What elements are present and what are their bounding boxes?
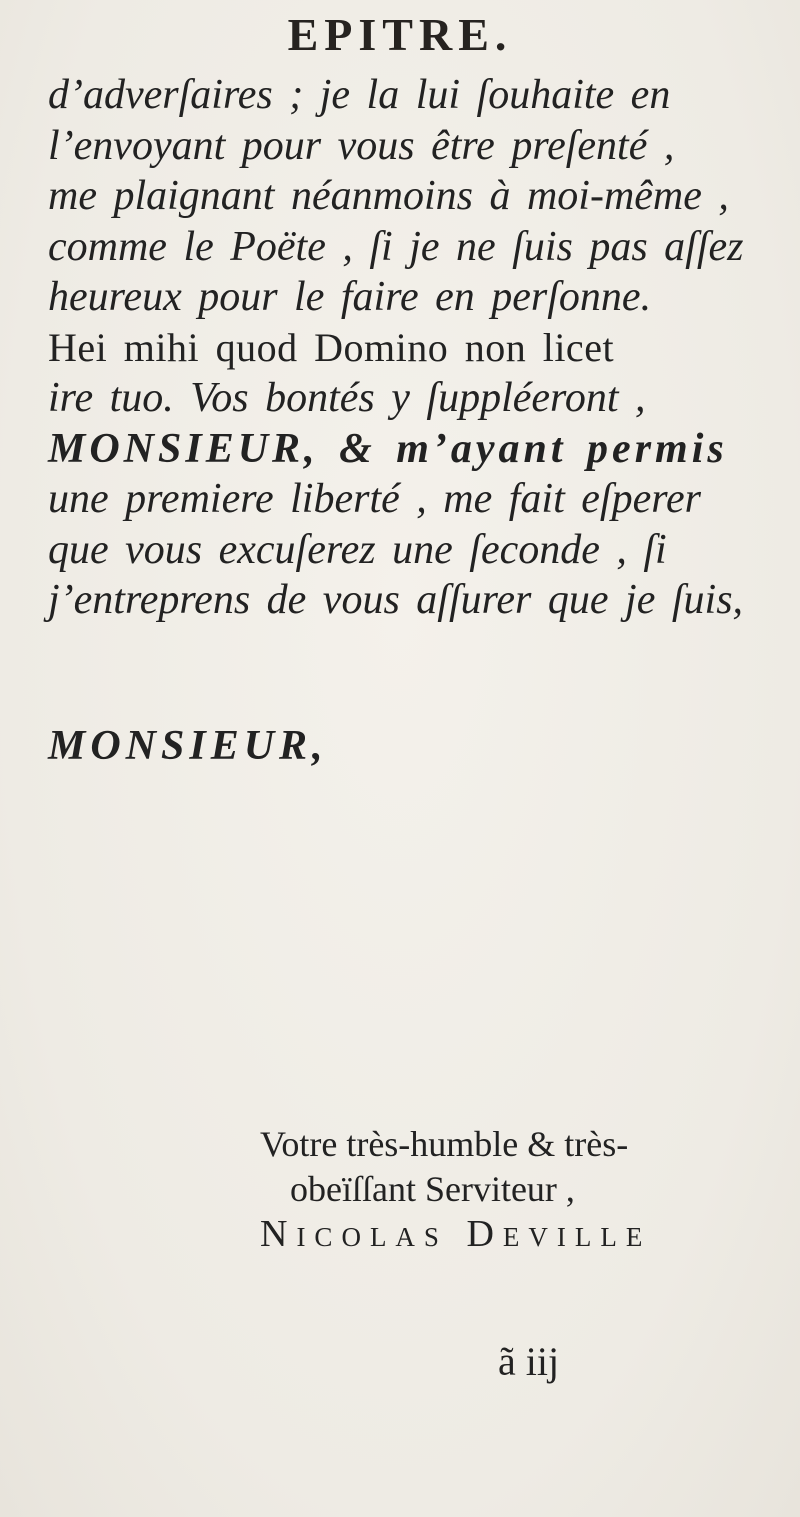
closing-block <box>260 1122 780 1257</box>
closing-line: obeïſſant Serviteur , <box>290 1169 575 1209</box>
closing-line: Votre très-humble & très- <box>260 1124 629 1164</box>
text-line: d’adverſaires ; je la lui ſouhaite en <box>48 72 671 118</box>
text-line: l’envoyant pour vous être preſenté , <box>48 122 675 169</box>
text-line: heureux pour le faire en perſonne. <box>48 274 652 320</box>
author-signature: Nicolas Deville <box>260 1213 652 1255</box>
text-line: que vous excuſerez une ſeconde , ſi <box>48 526 667 573</box>
letter-body <box>48 70 748 626</box>
signature-mark: ã iij <box>498 1339 560 1384</box>
running-title: EPITRE. <box>287 9 513 60</box>
text-line: comme le Poëte , ſi je ne ſuis pas aſſez <box>48 223 744 270</box>
salutation: MONSIEUR, <box>48 723 328 769</box>
latin-quote-line: Hei mihi quod Domino non licet <box>48 324 615 370</box>
text-line: MONSIEUR, & m’ayant permis <box>48 425 728 472</box>
text-line: ire tuo. Vos bontés y ſuppléeront , <box>48 375 646 421</box>
text-line: j’entreprens de vous aſſurer que je ſuis, <box>48 577 744 623</box>
text-line: une premiere liberté , me fait eſperer <box>48 476 701 522</box>
text-line: me plaignant néanmoins à moi-même , <box>48 173 729 219</box>
